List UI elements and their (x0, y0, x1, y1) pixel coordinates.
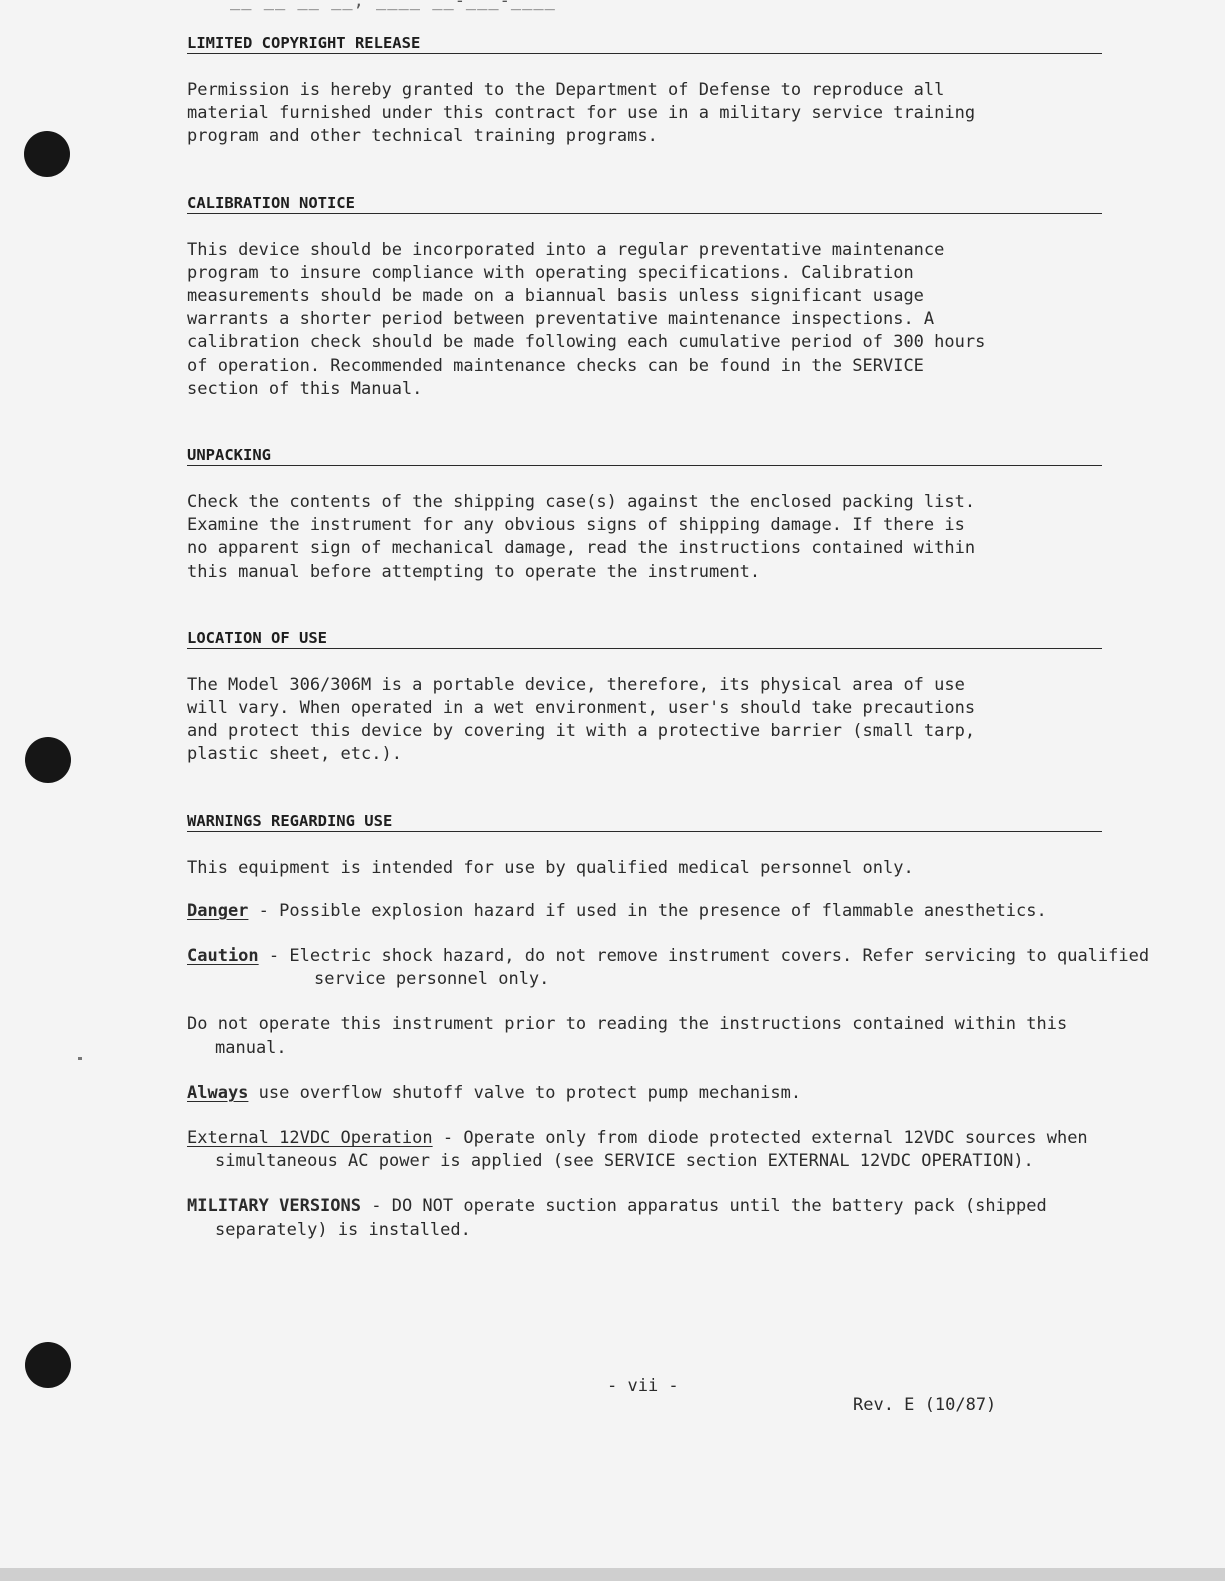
section-unpacking (187, 446, 1102, 584)
section-calibration (187, 194, 1102, 401)
always-warning (187, 1082, 1057, 1105)
binder-hole-top (24, 131, 70, 177)
section-text: The Model 306/306M is a portable device, therefore, its physical area of use will vary. When operated in a wet environment, user's should take precautions and protect this device by covering it with a protective barrier (small tarp, plastic sheet, etc.). (187, 674, 976, 765)
warning-intro: This equipment is intended for use by qualified medical personnel only. (187, 857, 914, 878)
military-text: - DO NOT operate suction apparatus until the battery pack (shipped separately) is installed. (215, 1196, 1047, 1240)
military-warning (187, 1195, 1095, 1241)
section-heading: UNPACKING (187, 446, 1102, 466)
binder-hole-bottom (25, 1342, 71, 1388)
document-body (187, 34, 1150, 1242)
danger-text: - Possible explosion hazard if used in the presence of flammable anesthetics. (248, 900, 1047, 921)
revision-label: Rev. E (10/87) (853, 1395, 997, 1415)
do-not-operate-warning: Do not operate this instrument prior to reading the instructions contained within this manual. (187, 1014, 1068, 1058)
external-text: - Operate only from diode protected external 12VDC sources when simultaneous AC power is applied (see SERVICE section EXTERNAL 12VDC OPERATION). (215, 1128, 1088, 1172)
section-heading: WARNINGS REGARDING USE (187, 812, 1102, 832)
danger-label: Danger (187, 900, 249, 921)
section-text: Permission is hereby granted to the Department of Defense to reproduce all material furnished under this contract for use in a military service training program and other technical training programs. (187, 80, 976, 147)
section-copyright (187, 34, 1102, 149)
external-power-warning (187, 1127, 1115, 1173)
cropped-header-code: __ __ __ __, ____ __-___-____ (230, 0, 556, 11)
scan-bottom-edge (0, 1568, 1225, 1581)
caution-text: - Electric shock hazard, do not remove instrument covers. Refer servicing to qualified service personnel only. (258, 946, 1150, 990)
always-label: Always (187, 1082, 249, 1103)
danger-warning (187, 900, 1144, 923)
caution-label: Caution (187, 946, 259, 967)
section-text: This device should be incorporated into a regular preventative maintenance program to insure compliance with operating specifications. Calibration measurements should be made on a biannual basis unless significant usage warrants a shorter period between preventative maintenance inspections. A calibration check should be made following each cumulative period of 300 hours of operation. Recommended maintenance checks can be found in the SERVICE section of this Manual. (187, 239, 986, 399)
caution-warning (187, 945, 1164, 991)
section-location (187, 629, 1102, 767)
section-heading: LOCATION OF USE (187, 629, 1102, 649)
page-number: - vii - (607, 1376, 679, 1396)
section-text: Check the contents of the shipping case(s) against the enclosed packing list. Examine the instrument for any obvious signs of shipping damage. If there is no apparent sign of mechanical damage, read the instructions contained within this manual before attempting to operate the instrument. (187, 492, 976, 582)
external-label: External 12VDC Operation (187, 1128, 433, 1149)
scan-speck (78, 1057, 82, 1060)
binder-hole-middle (25, 737, 71, 783)
military-label: MILITARY VERSIONS (187, 1196, 361, 1217)
section-warnings (187, 811, 1150, 1242)
always-text: use overflow shutoff valve to protect pump mechanism. (248, 1082, 802, 1103)
section-heading: LIMITED COPYRIGHT RELEASE (187, 34, 1102, 54)
section-heading: CALIBRATION NOTICE (187, 194, 1102, 214)
